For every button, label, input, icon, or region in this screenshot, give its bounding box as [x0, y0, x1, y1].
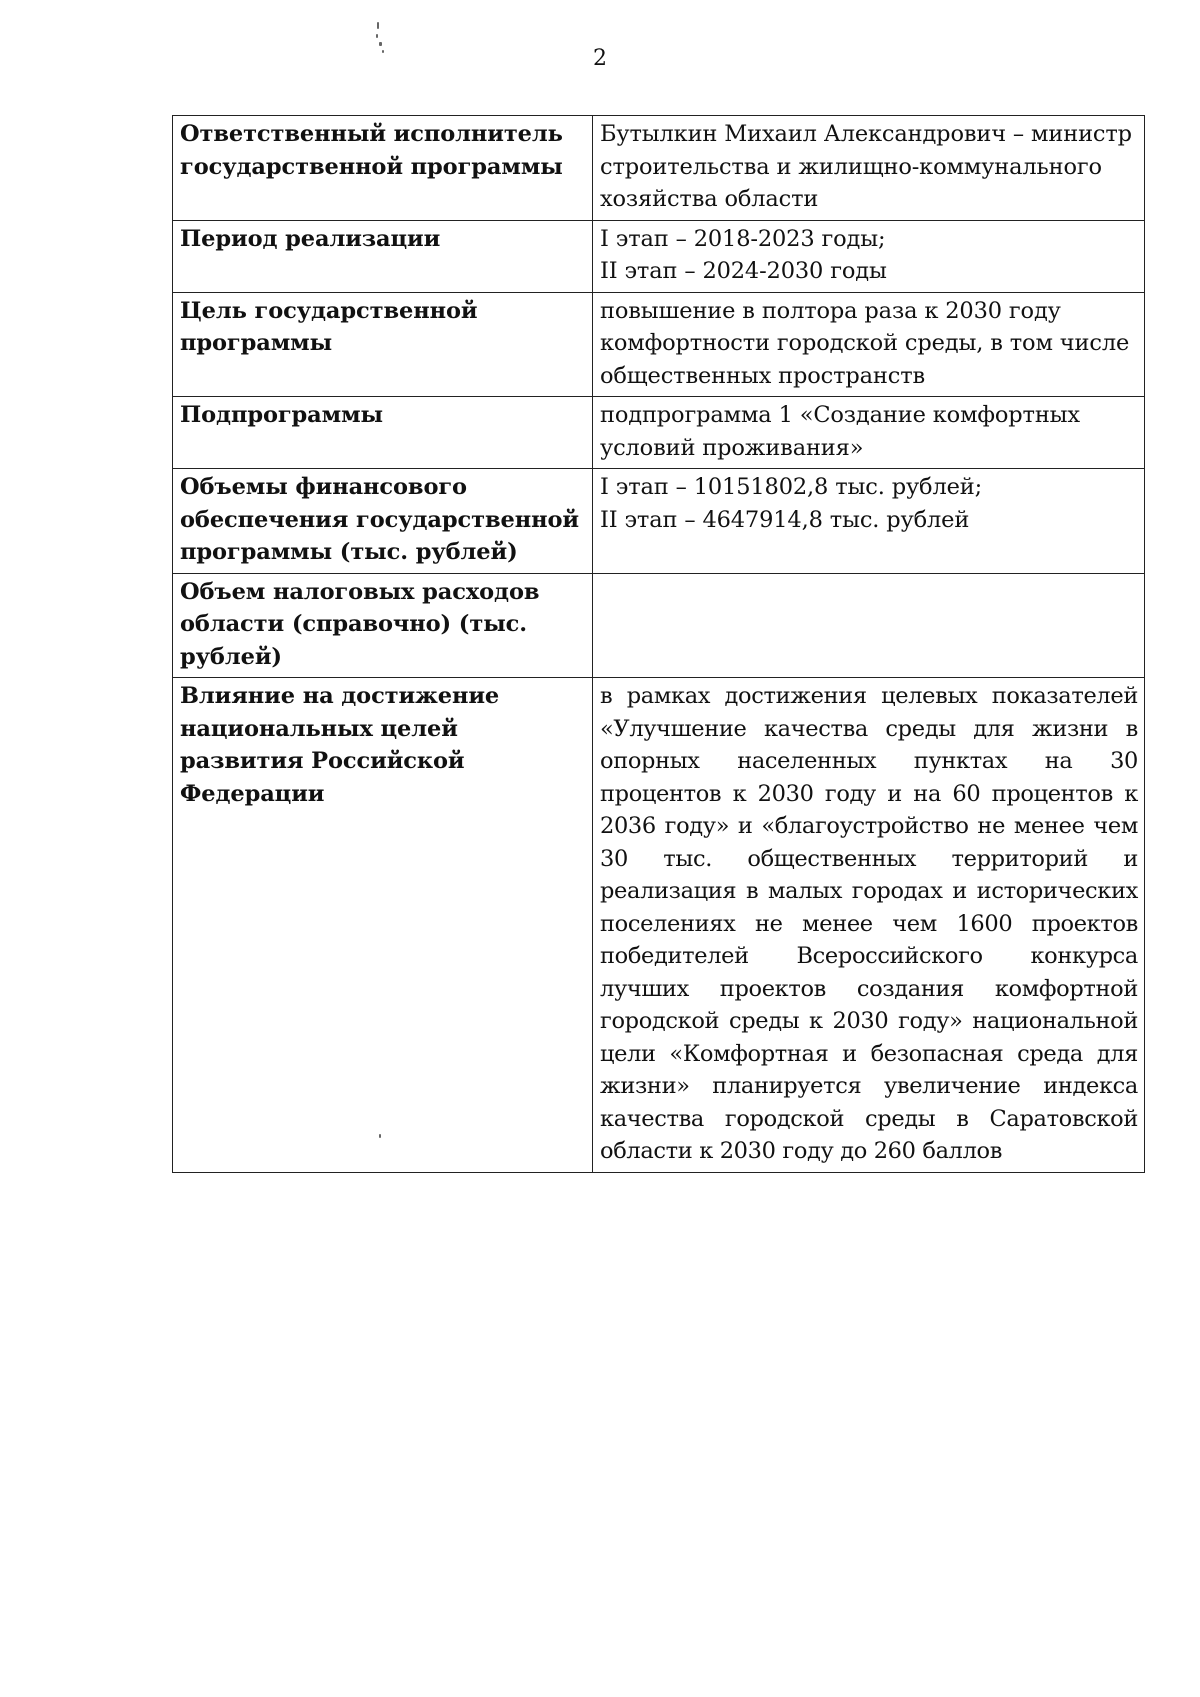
row-label: Объемы финансового обеспечения государственной программы (тыс. рублей) — [173, 469, 593, 574]
row-label: Подпрограммы — [173, 397, 593, 469]
row-value — [593, 573, 1145, 678]
table-row — [173, 678, 1145, 1173]
table-row — [173, 116, 1145, 221]
row-label: Ответственный исполнитель государственной программы — [173, 116, 593, 221]
row-value: подпрограмма 1 «Создание комфортных условий проживания» — [593, 397, 1145, 469]
table-row — [173, 292, 1145, 397]
program-passport-table — [172, 115, 1145, 1173]
table-row — [173, 469, 1145, 574]
row-value: I этап – 10151802,8 тыс. рублей; II этап – 4647914,8 тыс. рублей — [593, 469, 1145, 574]
scan-speck — [376, 34, 378, 38]
row-value: в рамках достижения целевых показателей «Улучшение качества среды для жизни в опорных населенных пунктах на 30 процентов к 2030 году и на 60 процентов к 2036 году» и «благоустройство не менее чем 30 тыс. общественных территорий и реализация в малых городах и исторических поселениях не менее чем 1600 проектов победителей Всероссийского конкурса лучших проектов создания комфортной городской среды к 2030 году» национальной цели «Комфортная и безопасная среда для жизни» планируется увеличение индекса качества городской среды в Саратовской области к 2030 году до 260 баллов — [593, 678, 1145, 1173]
table-row — [173, 573, 1145, 678]
table-row — [173, 397, 1145, 469]
row-label: Период реализации — [173, 220, 593, 292]
row-label: Объем налоговых расходов области (справочно) (тыс. рублей) — [173, 573, 593, 678]
row-value: Бутылкин Михаил Александрович – министр строительства и жилищно-коммунального хозяйства области — [593, 116, 1145, 221]
row-label: Влияние на достижение национальных целей развития Российской Федерации — [173, 678, 593, 1173]
scan-speck — [377, 22, 379, 29]
row-value: повышение в полтора раза к 2030 году комфортности городской среды, в том числе общественных пространств — [593, 292, 1145, 397]
row-label: Цель государственной программы — [173, 292, 593, 397]
row-value: I этап – 2018-2023 годы; II этап – 2024-2030 годы — [593, 220, 1145, 292]
table-row — [173, 220, 1145, 292]
page-number: 2 — [593, 46, 607, 71]
